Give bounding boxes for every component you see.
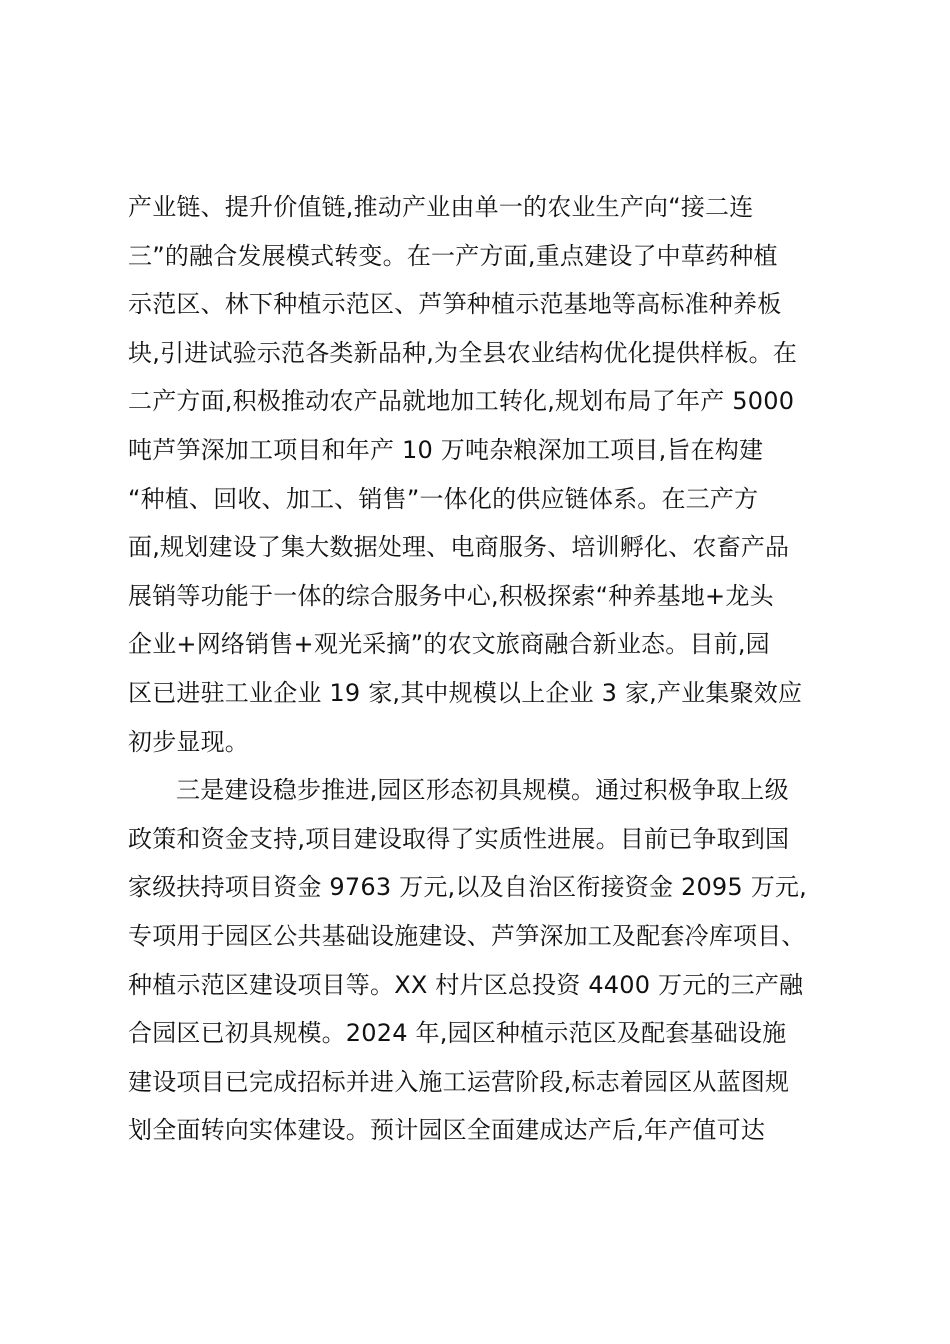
text-line: 合园区已初具规模。2024 年,园区种植示范区及配套基础设施	[128, 1019, 787, 1048]
text-line: 区已进驻工业企业 19 家,其中规模以上企业 3 家,产业集聚效应	[128, 678, 803, 707]
text-line: 吨芦笋深加工项目和年产 10 万吨杂粮深加工项目,旨在构建	[128, 435, 764, 464]
text-line: 建设项目已完成招标并进入施工运营阶段,标志着园区从蓝图规	[128, 1067, 790, 1096]
text-line: 专项用于园区公共基础设施建设、芦笋深加工及配套冷库项目、	[128, 921, 806, 950]
text-line: 面,规划建设了集大数据处理、电商服务、培训孵化、农畜产品	[128, 533, 790, 562]
text-line: 企业+网络销售+观光采摘”的农文旅商融合新业态。目前,园	[128, 630, 770, 659]
text-line: 初步显现。	[128, 727, 249, 756]
text-line: 家级扶持项目资金 9763 万元,以及自治区衔接资金 2095 万元,	[128, 873, 807, 902]
paragraph-start-line: 三是建设稳步推进,园区形态初具规模。通过积极争取上级	[176, 776, 789, 805]
text-line: 块,引进试验示范各类新品种,为全县农业结构优化提供样板。在	[128, 338, 798, 367]
text-line: 三”的融合发展模式转变。在一产方面,重点建设了中草药种植	[128, 241, 778, 270]
text-line: 展销等功能于一体的综合服务中心,积极探索“种养基地+龙头	[128, 581, 774, 610]
text-line: “种植、回收、加工、销售”一体化的供应链体系。在三产方	[128, 484, 759, 513]
text-line: 划全面转向实体建设。预计园区全面建成达产后,年产值可达	[128, 1116, 766, 1145]
body-text	[128, 183, 848, 1155]
text-line: 种植示范区建设项目等。XX 村片区总投资 4400 万元的三产融	[128, 970, 804, 999]
text-line: 产业链、提升价值链,推动产业由单一的农业生产向“接二连	[128, 193, 754, 221]
text-line: 政策和资金支持,项目建设取得了实质性进展。目前已争取到国	[128, 824, 790, 853]
text-line: 二产方面,积极推动农产品就地加工转化,规划布局了年产 5000	[128, 387, 795, 416]
text-line: 示范区、林下种植示范区、芦笋种植示范基地等高标准种养板	[128, 290, 782, 319]
